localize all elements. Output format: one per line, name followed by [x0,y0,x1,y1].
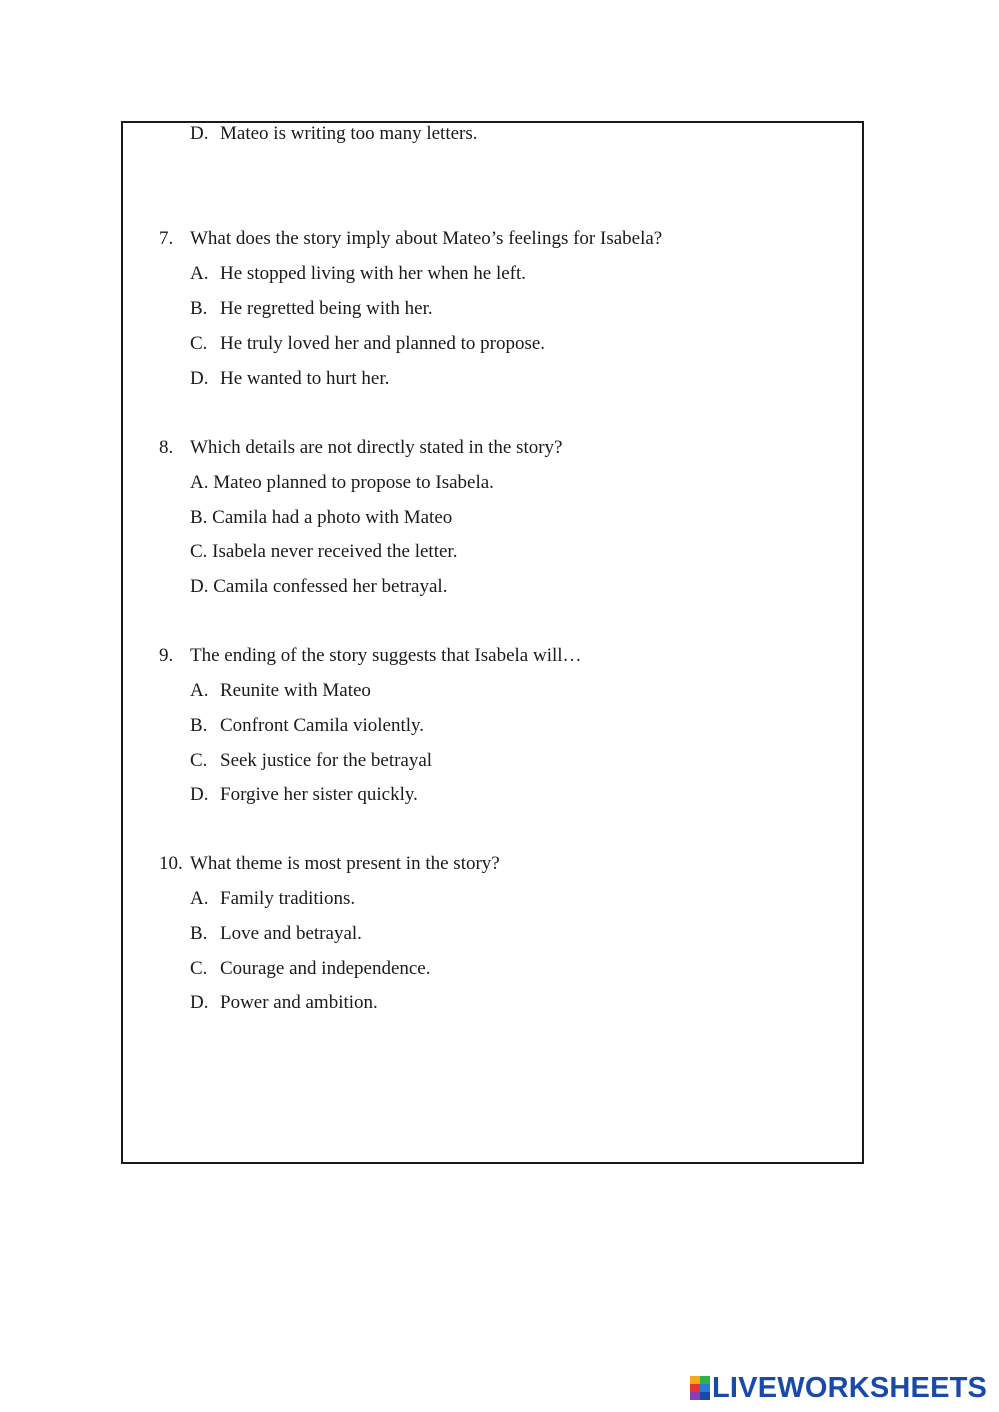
option-letter: A. [190,680,209,701]
option-text: He truly loved her and planned to propose. [220,333,546,354]
question-number: 8. [159,437,174,458]
option-text: D. Camila confessed her betrayal. [190,576,448,597]
option-text: C. Isabela never received the letter. [190,541,458,562]
brand-name: LIVEWORKSHEETS [712,1372,988,1404]
option-text: Courage and independence. [220,958,431,979]
option-letter: A. [190,263,209,284]
option-letter: C. [190,958,208,979]
option-text: Forgive her sister quickly. [220,784,418,805]
liveworksheets-brand[interactable] [690,1373,987,1403]
option-letter: C. [190,750,208,771]
option-text: Power and ambition. [220,992,378,1013]
option-text: Seek justice for the betrayal [220,750,433,771]
option-text: He wanted to hurt her. [220,368,390,389]
question-number: 10. [159,853,183,874]
question-text: What does the story imply about Mateo’s feelings for Isabela? [190,228,663,249]
option-letter: A. [190,888,209,909]
option-letter: D. [190,368,209,389]
option-text: A. Mateo planned to propose to Isabela. [190,472,494,493]
option-text: Confront Camila violently. [220,715,425,736]
option-letter: D. [190,992,209,1013]
option-text: He regretted being with her. [220,298,433,319]
question-number: 9. [159,645,174,666]
option-letter: B. [190,715,208,736]
carryover-option-letter: D. [190,123,209,144]
option-letter: C. [190,333,208,354]
option-text: He stopped living with her when he left. [220,263,527,284]
question-text: What theme is most present in the story? [190,853,500,874]
question-number: 7. [159,228,174,249]
option-text: Love and betrayal. [220,923,362,944]
option-text: Reunite with Mateo [220,680,371,701]
option-text: B. Camila had a photo with Mateo [190,507,453,528]
carryover-option-text: Mateo is writing too many letters. [220,123,478,144]
question-text: Which details are not directly stated in the story? [190,437,563,458]
question-text: The ending of the story suggests that Isabela will… [190,645,582,666]
option-text: Family traditions. [220,888,356,909]
option-letter: B. [190,923,208,944]
option-letter: B. [190,298,208,319]
option-letter: D. [190,784,209,805]
liveworksheets-logo-icon [690,1376,710,1400]
